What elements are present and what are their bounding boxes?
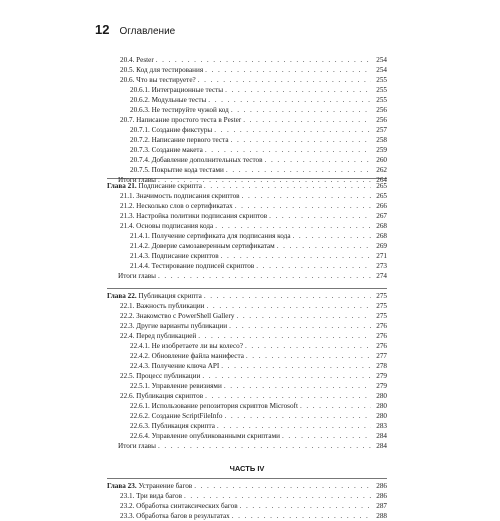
toc-entry[interactable] [120, 221, 387, 231]
dot-leader [207, 301, 371, 311]
toc-entry[interactable] [120, 371, 387, 381]
toc-entry[interactable] [130, 135, 387, 145]
dot-leader [240, 501, 371, 511]
dot-leader [246, 351, 371, 361]
toc-page-number: 284 [376, 432, 387, 440]
dot-leader [277, 241, 371, 251]
dot-leader [202, 371, 371, 381]
toc-page-number: 269 [376, 242, 387, 250]
toc-page-number: 271 [376, 252, 387, 260]
toc-entry[interactable] [130, 251, 387, 261]
toc-page-number: 287 [376, 502, 387, 510]
toc-entry[interactable] [130, 241, 387, 251]
toc-entry-label: 20.5. Код для тестирования [120, 66, 204, 74]
toc-page-number: 275 [376, 292, 387, 300]
toc-entry[interactable] [130, 125, 387, 135]
toc-page-number: 280 [376, 392, 387, 400]
toc-entry-label: 21.4.3. Подписание скриптов [130, 252, 219, 260]
dot-leader [225, 85, 371, 95]
toc-entry-label: 23.3. Обработка багов в результатах [120, 512, 230, 520]
dot-leader [282, 431, 371, 441]
toc-entry-label: 22.1. Важность публикации [120, 302, 205, 310]
toc-entry[interactable] [130, 85, 387, 95]
toc-entry-label: Итоги главы [118, 176, 157, 184]
toc-page-number: 259 [376, 146, 387, 154]
dot-leader [224, 381, 371, 391]
toc-entry[interactable] [120, 191, 387, 201]
dot-leader [156, 55, 371, 65]
toc-entry-label: 21.4.2. Доверие самозаверенным сертификатам [130, 242, 275, 250]
toc-entry-label: 22.6.3. Публикация скрипта [130, 422, 215, 430]
toc-page-number: 254 [376, 56, 387, 64]
toc-page-number: 275 [376, 312, 387, 320]
dot-leader [205, 65, 371, 75]
toc-entry-label: 22.4.2. Обновление файла манифеста [130, 352, 244, 360]
toc-entry[interactable] [130, 431, 387, 441]
toc-entry-label: 22.4.3. Получение ключа API [130, 362, 220, 370]
dot-leader [198, 75, 371, 85]
toc-entry[interactable] [130, 401, 387, 411]
running-head [95, 22, 175, 40]
dot-leader [243, 115, 371, 125]
toc-entry-label: Итоги главы [118, 442, 157, 450]
toc-entry-label: 22.6.1. Использование репозитория скриптов Microsoft [130, 402, 298, 410]
dot-leader [235, 201, 371, 211]
chapter-divider [107, 288, 387, 289]
running-head-title: Оглавление [119, 26, 176, 37]
toc-entry[interactable] [130, 261, 387, 271]
toc-entry[interactable] [120, 331, 387, 341]
toc-entry[interactable] [120, 501, 387, 511]
toc-entry-label: 20.6.1. Интеграционные тесты [130, 86, 224, 94]
toc-entry[interactable] [120, 301, 387, 311]
toc-entry[interactable] [130, 95, 387, 105]
toc-page-number: 280 [376, 402, 387, 410]
toc-entry[interactable] [130, 381, 387, 391]
dot-leader [269, 211, 371, 221]
toc-entry-label: 20.6. Что вы тестируете? [120, 76, 196, 84]
toc-entry[interactable] [130, 155, 387, 165]
toc-entry-label: 21.2. Несколько слов о сертификатах [120, 202, 233, 210]
toc-page-number: 258 [376, 136, 387, 144]
page-number: 12 [95, 22, 110, 37]
dot-leader [204, 181, 371, 191]
toc-page-number: 284 [376, 442, 387, 450]
toc-entry-label: 21.3. Настройка политики подписания скриптов [120, 212, 268, 220]
toc-entry[interactable] [120, 511, 387, 521]
toc-entry[interactable] [118, 441, 387, 451]
toc-entry[interactable] [120, 75, 387, 85]
toc-page-number: 288 [376, 512, 387, 520]
toc-entry-label: 21.4. Основы подписания кода [120, 222, 214, 230]
toc-entry-label: 20.7.4. Добавление дополнительных тестов [130, 156, 263, 164]
toc-entry[interactable] [130, 165, 387, 175]
toc-entry-label: 20.7.1. Создание фикстуры [130, 126, 213, 134]
dot-leader [205, 145, 371, 155]
toc-chapter-entry[interactable] [107, 291, 387, 301]
toc-entry-label: 21.4.1. Получение сертификата для подписания кода [130, 232, 291, 240]
toc-entry-label: Глава 22. Публикация скрипта [107, 292, 202, 300]
toc-entry[interactable] [118, 271, 387, 281]
toc-entry-label: 22.3. Другие варианты публикации [120, 322, 228, 330]
toc-page-number: 255 [376, 86, 387, 94]
toc-entry-label: 22.5. Процесс публикации [120, 372, 201, 380]
toc-entry[interactable] [130, 145, 387, 155]
toc-page-number: 277 [376, 352, 387, 360]
dot-leader [221, 251, 371, 261]
dot-leader [217, 421, 371, 431]
toc-page-number: 286 [376, 492, 387, 500]
toc-entry-label: 22.6.4. Управление опубликованными скриптами [130, 432, 280, 440]
toc-page-number: 279 [376, 382, 387, 390]
toc-entry-label: 21.1. Значимость подписания скриптов [120, 192, 240, 200]
chapter-divider [107, 478, 387, 479]
dot-leader [221, 361, 371, 371]
toc-entry[interactable] [130, 421, 387, 431]
toc-page-number: 257 [376, 126, 387, 134]
dot-leader [214, 125, 371, 135]
toc-entry[interactable] [130, 411, 387, 421]
toc-page-number: 260 [376, 156, 387, 164]
toc-entry-label: 20.4. Pester [120, 56, 154, 64]
dot-leader [215, 221, 371, 231]
toc-entry-label: 22.6. Публикация скриптов [120, 392, 204, 400]
dot-leader [265, 155, 371, 165]
dot-leader [158, 271, 371, 281]
toc-entry-label: 22.6.2. Создание ScriptFileInfo [130, 412, 223, 420]
toc-page-number: 268 [376, 222, 387, 230]
toc-page-number: 276 [376, 322, 387, 330]
toc-page-number: 274 [376, 272, 387, 280]
dot-leader [231, 105, 371, 115]
toc-entry-label: 22.4.1. Не изобретаете ли вы колесо? [130, 342, 243, 350]
toc-page-number: 275 [376, 302, 387, 310]
dot-leader [245, 341, 371, 351]
toc-page-number: 278 [376, 362, 387, 370]
dot-leader [242, 191, 371, 201]
toc-entry-label: 22.4. Перед публикацией [120, 332, 197, 340]
part-heading: ЧАСТЬ IV [229, 464, 265, 473]
dot-leader [232, 511, 371, 521]
toc-page-number: 286 [376, 482, 387, 490]
dot-leader [256, 261, 371, 271]
toc-entry-label: 20.7.2. Написание первого теста [130, 136, 229, 144]
dot-leader [231, 135, 371, 145]
toc-entry[interactable] [130, 351, 387, 361]
toc-entry-label: 21.4.4. Тестирование подписей скриптов [130, 262, 255, 270]
dot-leader [198, 331, 371, 341]
toc-entry-label: Глава 23. Устранение багов [107, 482, 193, 490]
toc-entry[interactable] [120, 55, 387, 65]
toc-entry-label: 23.2. Обработка синтаксических багов [120, 502, 238, 510]
dot-leader [194, 481, 371, 491]
toc-page-number: 276 [376, 332, 387, 340]
toc-entry-label: 20.6.2. Модульные тесты [130, 96, 207, 104]
toc-entry[interactable] [120, 115, 387, 125]
dot-leader [300, 401, 371, 411]
toc-entry-label: 20.7.3. Создание макета [130, 146, 203, 154]
dot-leader [236, 311, 371, 321]
dot-leader [229, 321, 371, 331]
dot-leader [226, 165, 371, 175]
toc-entry[interactable] [120, 201, 387, 211]
dot-leader [208, 95, 371, 105]
toc-entry[interactable] [120, 211, 387, 221]
toc-page-number: 256 [376, 116, 387, 124]
toc-page-number: 262 [376, 166, 387, 174]
toc-entry-label: 22.5.1. Управление ревизиями [130, 382, 222, 390]
toc-page-number: 265 [376, 182, 387, 190]
toc-entry-label: 22.2. Знакомство с PowerShell Gallery [120, 312, 235, 320]
dot-leader [225, 411, 371, 421]
toc-entry-label: 20.7. Написание простого теста в Pester [120, 116, 242, 124]
toc-entry[interactable] [130, 361, 387, 371]
toc-entry-label: Итоги главы [118, 272, 157, 280]
toc-entry-label: Глава 21. Подписание скрипта [107, 182, 202, 190]
toc-page-number: 268 [376, 232, 387, 240]
toc-page-number: 276 [376, 342, 387, 350]
toc-entry[interactable] [120, 391, 387, 401]
toc-page-number: 254 [376, 66, 387, 74]
toc-entry-label: 20.7.5. Покрытие кода тестами [130, 166, 224, 174]
toc-entry-label: 23.1. Три вида багов [120, 492, 183, 500]
toc-chapter-entry[interactable] [107, 481, 387, 491]
toc-page-number: 283 [376, 422, 387, 430]
toc-entry[interactable] [120, 321, 387, 331]
toc-page-number: 264 [376, 176, 387, 184]
toc-entry[interactable] [130, 341, 387, 351]
dot-leader [293, 231, 371, 241]
toc-entry[interactable] [120, 65, 387, 75]
toc-entry[interactable] [120, 311, 387, 321]
dot-leader [204, 291, 371, 301]
toc-page-number: 279 [376, 372, 387, 380]
toc-chapter-entry[interactable] [107, 181, 387, 191]
toc-page-number: 266 [376, 202, 387, 210]
toc-page-number: 273 [376, 262, 387, 270]
toc-entry[interactable] [130, 105, 387, 115]
toc-entry[interactable] [130, 231, 387, 241]
toc-entry-label: 20.6.3. Не тестируйте чужой код [130, 106, 229, 114]
toc-page-number: 267 [376, 212, 387, 220]
toc-page-number: 255 [376, 76, 387, 84]
toc-page-number: 280 [376, 412, 387, 420]
toc-page-number: 255 [376, 96, 387, 104]
dot-leader [158, 441, 371, 451]
toc-page-number: 265 [376, 192, 387, 200]
toc-page-number: 256 [376, 106, 387, 114]
dot-leader [205, 391, 371, 401]
